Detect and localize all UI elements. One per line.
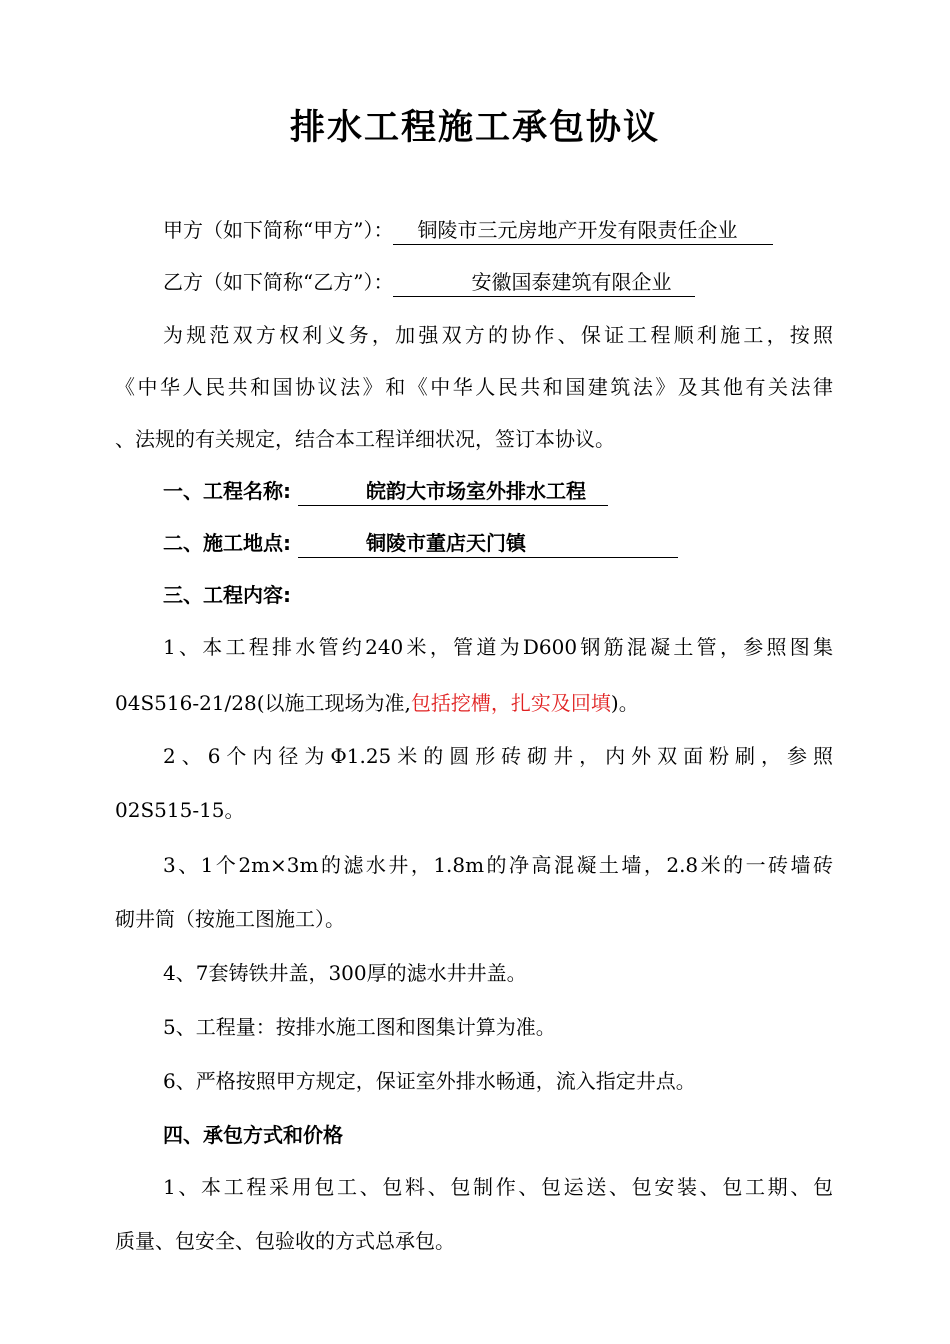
item-1-line-1: 1、本工程排水管约240米，管道为D600钢筋混凝土管，参照图集 (163, 635, 833, 659)
item-3-line-1: 3、1个2m×3m的滤水井，1.8m的净高混凝土墙，2.8米的一砖墙砖 (163, 853, 833, 877)
intro-line-1: 为规范双方权利义务，加强双方的协作、保证工程顺利施工，按照 (163, 323, 833, 347)
party-a-label: 甲方（如下简称“甲方”）： (163, 218, 394, 242)
item-1-highlight: 包括挖槽，扎实及回填 (410, 691, 611, 715)
item-1-text-end: )。 (610, 691, 639, 715)
party-b-line (163, 267, 695, 297)
document-title: 排水工程施工承包协议 (289, 108, 660, 148)
project-name-value: 皖韵大市场室外排水工程 (298, 477, 608, 506)
section-4-label: 四、承包方式和价格 (163, 1123, 343, 1147)
section-2-label: 二、施工地点: (163, 531, 291, 555)
party-b-label: 乙方（如下简称“乙方”）： (163, 270, 394, 294)
s4-item-1-line-2: 质量、包安全、包验收的方式总承包。 (115, 1229, 455, 1253)
item-4: 4、7套铸铁井盖，300厚的滤水井井盖。 (163, 961, 527, 985)
item-2-line-2: 02S515-15。 (115, 798, 245, 822)
item-3-line-2: 砌井筒（按施工图施工）。 (115, 907, 345, 931)
party-a-line (163, 215, 773, 245)
party-b-value: 安徽国泰建筑有限企业 (393, 268, 695, 297)
item-1-text: 04S516-21/28(以施工现场为准, (115, 691, 411, 715)
s4-item-1-line-1: 1、本工程采用包工、包料、包制作、包运送、包安装、包工期、包 (163, 1175, 833, 1199)
intro-line-2: 《中华人民共和国协议法》和《中华人民共和国建筑法》及其他有关法律 (115, 375, 833, 399)
section-1-label: 一、工程名称: (163, 479, 291, 503)
item-2-line-1: 2、6个内径为Φ1.25米的圆形砖砌井，内外双面粉刷，参照 (163, 744, 833, 768)
section-1-line (163, 476, 608, 506)
section-2-line (163, 528, 678, 558)
party-a-value: 铜陵市三元房地产开发有限责任企业 (393, 216, 773, 245)
item-5: 5、工程量：按排水施工图和图集计算为准。 (163, 1015, 556, 1039)
item-6: 6、严格按照甲方规定，保证室外排水畅通，流入指定井点。 (163, 1069, 696, 1093)
item-1-line-2 (115, 688, 639, 718)
section-3-label: 三、工程内容: (163, 583, 291, 607)
intro-line-3: 、法规的有关规定，结合本工程详细状况，签订本协议。 (115, 427, 615, 451)
location-value: 铜陵市董店天门镇 (298, 529, 678, 558)
